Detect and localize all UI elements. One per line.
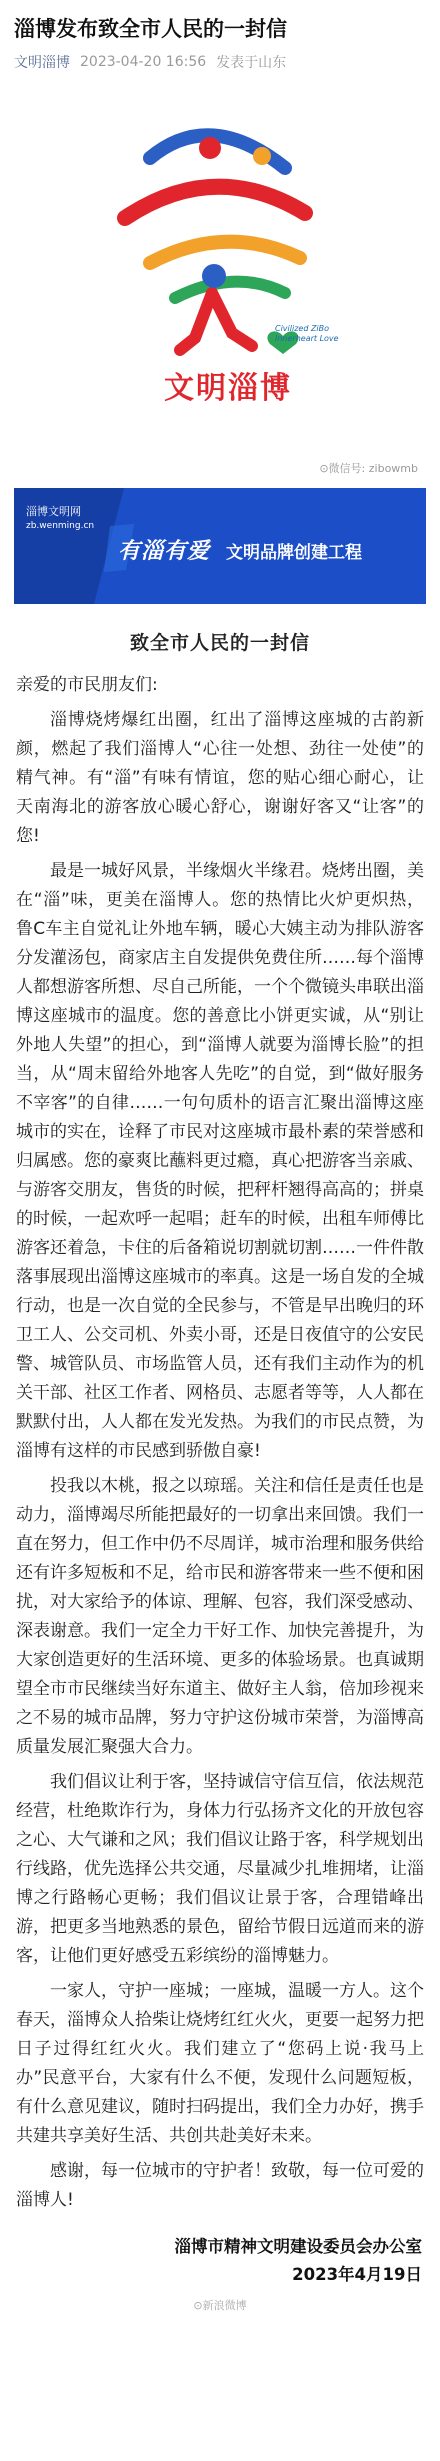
logo-title: 文明淄博: [164, 371, 292, 406]
letter-body: [0, 671, 440, 2215]
logo-english-tagline: Civilized ZiBo Innerheart Love: [275, 324, 339, 343]
letter-title: 致全市人民的一封信: [129, 632, 310, 654]
letter-paragraph: 感谢，每一位城市的守护者！致敬，每一位可爱的淄博人!: [16, 2161, 424, 2210]
banner-brand-url: zb.wenming.cn: [26, 521, 95, 531]
letter-paragraph: 投我以木桃，报之以琼瑶。关注和信任是责任也是动力，淄博竭尽所能把最好的一切拿出来回馈。我们一直在努力，但工作中仍不尽周详，城市治理和服务供给还有许多短板和不足，给市民和游客带来一些不便和困扰，对大家给予的体谅、理解、包容，我们深受感动、深表谢意。我们一定全力干好工作、加快完善提升，为大家创造更好的生活环境、更多的体验场景。也真诚期望全市市民继续当好东道主、做好主人翁，倍加珍视来之不易的城市品牌，努力守护这份城市荣誉，为淄博高质量发展汇聚强大合力。: [16, 1476, 424, 1757]
letter-paragraph: 一家人，守护一座城；一座城，温暖一方人。这个春天，淄博众人拾柴让烧烤红红火火，更要一起努力把日子过得红红火火。我们建立了“您码上说·我马上办”民意平台，大家有什么不便，发现什么问题短板，有什么意见建议，随时扫码提出，我们全力办好，携手共建共享美好生活、共创共赴美好未来。: [16, 1981, 424, 2146]
letter-salutation: 亲爱的市民朋友们:: [16, 675, 158, 695]
publish-date: 2023-04-20 16:56: [80, 54, 207, 70]
banner-slogan: 有淄有爱: [118, 539, 211, 564]
article-header: [0, 0, 440, 72]
wechat-watermark: ⊙微信号: zibowmb: [319, 462, 418, 475]
letter-paragraph: 我们倡议让利于客，坚持诚信守信互信，依法规范经营，杜绝欺诈行为，身体力行弘扬齐文化的开放包容之心、大气谦和之风；我们倡议让路于客，科学规划出行线路，优先选择公共交通，尽量减少扎堆拥堵，让淄博之行路畅心更畅；我们倡议让景于客，合理错峰出游，把更多当地熟悉的景色，留给节假日远道而来的游客，让他们更好感受五彩缤纷的淄博魅力。: [16, 1772, 424, 1966]
letter-signature: [0, 2215, 440, 2289]
zibo-civilization-logo: [0, 88, 440, 488]
banner-project-name: 文明品牌创建工程: [226, 543, 362, 563]
letter-paragraph: 最是一城好风景，半缘烟火半缘君。烧烤出圈，美在“淄”味，更美在淄博人。您的热情比火炉更炽热，鲁C车主自觉礼让外地车辆，暖心大姨主动为排队游客分发灌汤包，商家店主自发提供免费住所……每个淄博人都想游客所想、尽自己所能，一个个微镜头串联出淄博这座城市的温度。您的善意比小饼更实诚，从“别让外地人失望”的担心，到“淄博人就要为淄博长脸”的担当，从“周末留给外地客人先吃”的自觉，到“做好服务不宰客”的自律……一句句质朴的语言汇聚出淄博这座城市的实在，诠释了市民对这座城市最朴素的荣誉感和归属感。您的豪爽比蘸料更过瘾，真心把游客当亲戚、与游客交朋友，售货的时候，把秤杆翘得高高的；拼桌的时候，一起欢呼一起唱；赶车的时候，出租车师傅比游客还着急，卡住的后备箱说切割就切割……一件件散落事展现出淄博这座城市的率真。这是一场自发的全城行动，也是一次自觉的全民参与，不管是早出晚归的环卫工人、公交司机、外卖小哥，还是日夜值守的公安民警、城管队员、市场监管人员，还有我们主动作为的机关干部、社区工作者、网格员、志愿者等等，人人都在默默付出，人人都在发光发热。为我们的市民点赞，为淄博有这样的市民感到骄傲自豪!: [16, 861, 424, 1461]
article-meta: [14, 52, 426, 72]
letter-paragraph: 淄博烧烤爆红出圈，红出了淄博这座城的古韵新颜，燃起了我们淄博人“心往一处想、劲往一处使”的精气神。有“淄”有味有情谊，您的贴心细心耐心，让天南海北的游客放心暖心舒心，谢谢好客又“让客”的您!: [16, 710, 424, 846]
signature-date: 2023年4月19日: [292, 2265, 422, 2284]
author-link[interactable]: 文明淄博: [14, 55, 70, 71]
brand-banner: [14, 488, 426, 604]
banner-brand-name: 淄博文明网: [26, 505, 81, 518]
publish-location: 发表于山东: [216, 55, 287, 71]
article-title: 淄博发布致全市人民的一封信: [14, 17, 287, 41]
signature-organization: 淄博市精神文明建设委员会办公室: [174, 2237, 422, 2256]
hero-logo-image: [0, 88, 440, 488]
footer-watermark: ⊙新浪微博: [193, 2299, 247, 2312]
